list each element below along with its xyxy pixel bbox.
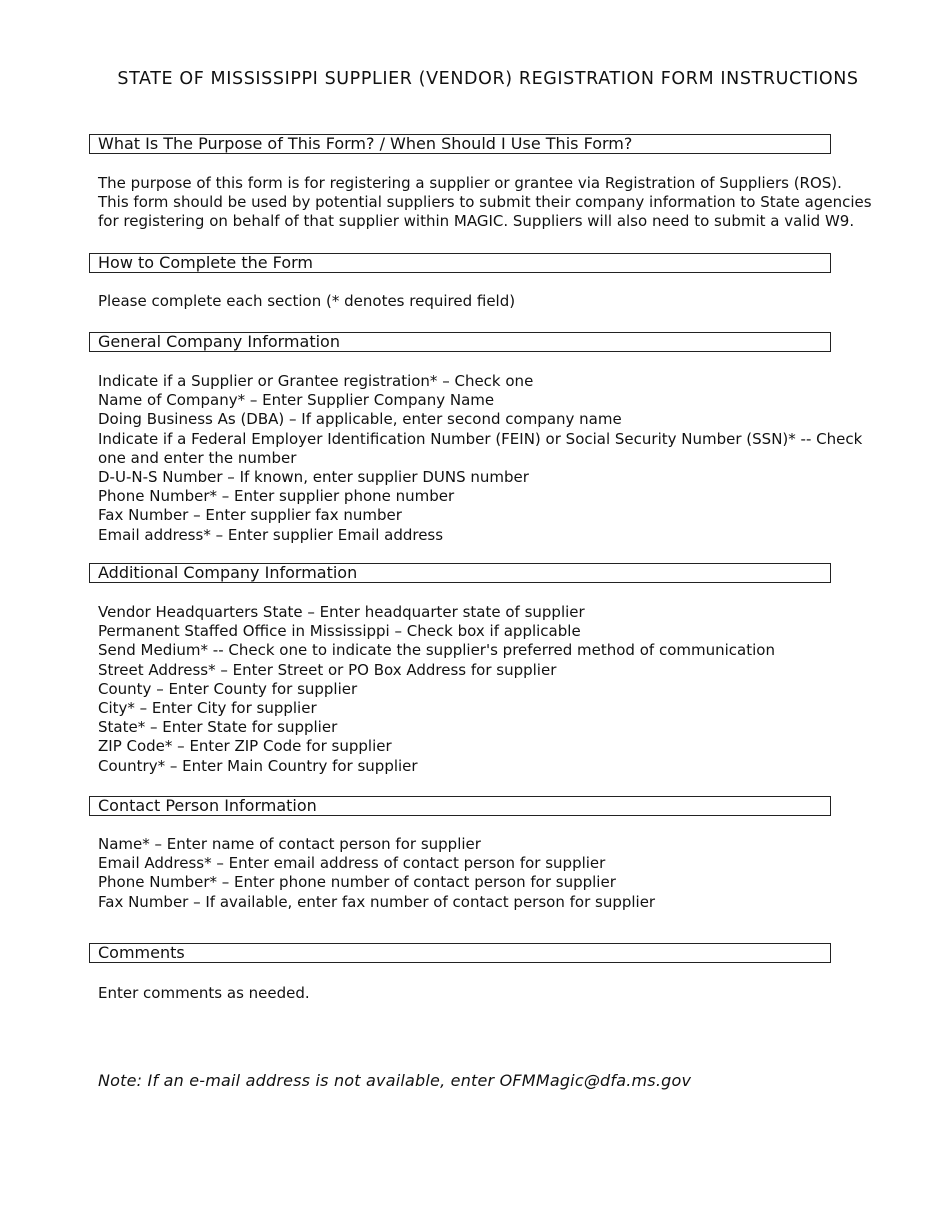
additional-line: Vendor Headquarters State – Enter headquarter state of supplier — [98, 603, 585, 621]
section-header-additional: Additional Company Information — [89, 563, 831, 583]
section-body-how-to — [98, 292, 888, 311]
section-body-additional — [98, 603, 888, 776]
contact-line: Phone Number* – Enter phone number of contact person for supplier — [98, 873, 616, 892]
contact-line: Fax Number – If available, enter fax number of contact person for supplier — [98, 892, 656, 911]
additional-line: ZIP Code* – Enter ZIP Code for supplier — [98, 737, 392, 756]
section-header-comments: Comments — [89, 943, 831, 963]
purpose-line: This form should be used by potential suppliers to submit their company information to State agencies — [98, 193, 872, 212]
section-body-purpose — [98, 174, 888, 232]
purpose-line: for registering on behalf of that supplier within MAGIC. Suppliers will also need to submit a valid W9. — [98, 212, 855, 231]
general-line: Name of Company* – Enter Supplier Company Name — [98, 391, 495, 410]
how-to-line: Please complete each section (* denotes required field) — [98, 292, 516, 310]
section-header-how-to: How to Complete the Form — [89, 253, 831, 273]
additional-line: Country* – Enter Main Country for supplier — [98, 756, 418, 775]
section-header-purpose: What Is The Purpose of This Form? / When Should I Use This Form? — [89, 134, 831, 154]
section-header-general: General Company Information — [89, 332, 831, 352]
general-line: Indicate if a Federal Employer Identification Number (FEIN) or Social Security Number (SSN)* -- Check one and enter the number — [98, 429, 863, 467]
section-body-comments — [98, 984, 888, 1003]
contact-line: Email Address* – Enter email address of contact person for supplier — [98, 854, 606, 873]
general-line: D-U-N-S Number – If known, enter supplier DUNS number — [98, 468, 529, 487]
general-line: Fax Number – Enter supplier fax number — [98, 506, 402, 525]
section-header-contact: Contact Person Information — [89, 796, 831, 816]
general-line: Doing Business As (DBA) – If applicable, enter second company name — [98, 410, 622, 429]
footer-note: Note: If an e-mail address is not available, enter OFMMagic@dfa.ms.gov — [98, 1071, 692, 1090]
additional-line: Street Address* – Enter Street or PO Box Address for supplier — [98, 660, 557, 679]
page-title: STATE OF MISSISSIPPI SUPPLIER (VENDOR) REGISTRATION FORM INSTRUCTIONS — [117, 69, 859, 89]
general-line: Phone Number* – Enter supplier phone number — [98, 487, 455, 506]
section-body-contact — [98, 835, 888, 912]
contact-line: Name* – Enter name of contact person for supplier — [98, 835, 481, 853]
section-body-general — [98, 372, 888, 545]
general-line: Indicate if a Supplier or Grantee registration* – Check one — [98, 372, 534, 390]
additional-line: Permanent Staffed Office in Mississippi – Check box if applicable — [98, 622, 581, 641]
additional-line: State* – Enter State for supplier — [98, 718, 338, 737]
general-line: Email address* – Enter supplier Email address — [98, 525, 444, 544]
additional-line: County – Enter County for supplier — [98, 679, 358, 698]
purpose-line: The purpose of this form is for registering a supplier or grantee via Registration of Suppliers (ROS). — [98, 174, 842, 192]
additional-line: City* – Enter City for supplier — [98, 699, 317, 718]
additional-line: Send Medium* -- Check one to indicate the supplier's preferred method of communication — [98, 641, 775, 660]
comments-line: Enter comments as needed. — [98, 984, 310, 1002]
